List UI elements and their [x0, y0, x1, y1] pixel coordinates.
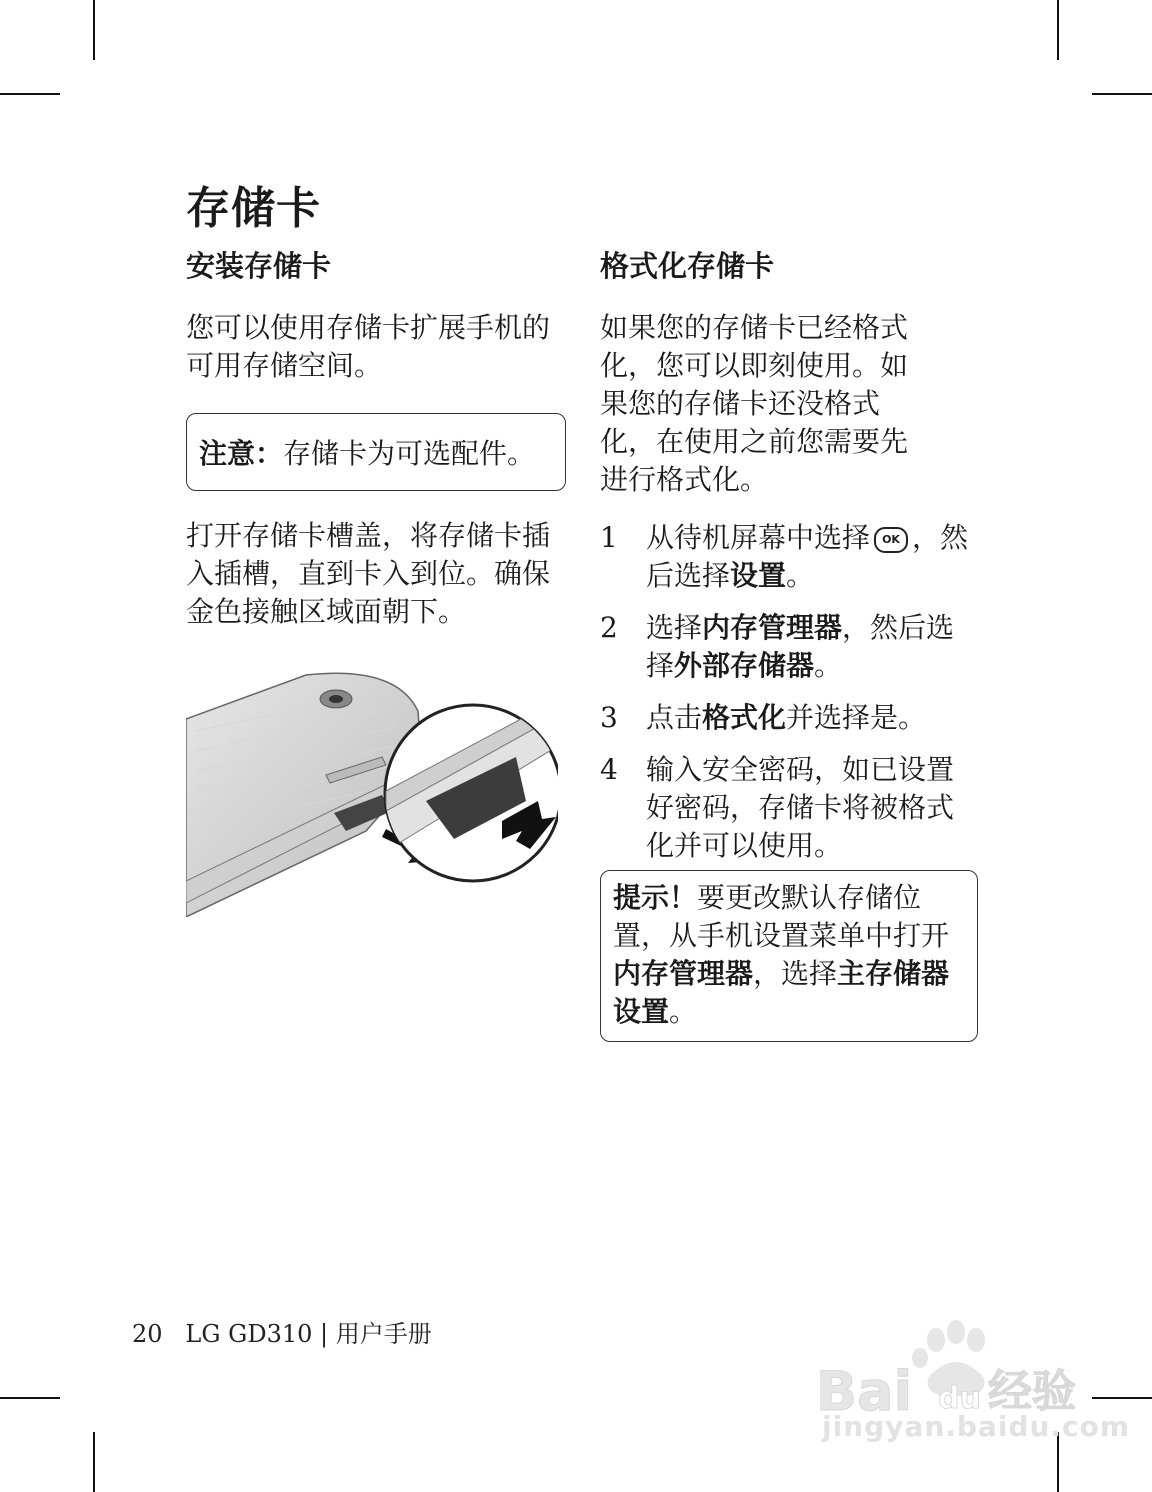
step-3 — [600, 699, 980, 737]
tip-text: 。 — [669, 995, 698, 1028]
page-title: 存储卡 — [186, 183, 321, 234]
svg-text:Bai: Bai — [816, 1360, 913, 1418]
step-text: 。 — [814, 649, 843, 682]
baidu-paw-watermark-icon — [816, 1318, 1086, 1418]
svg-text:经验: 经验 — [988, 1366, 1076, 1417]
step-number: 4 — [600, 753, 618, 786]
crop-mark — [93, 1432, 95, 1492]
menu-term: 设置 — [730, 559, 787, 592]
crop-mark — [0, 1397, 60, 1399]
crop-mark — [1057, 0, 1059, 60]
crop-mark — [93, 0, 95, 60]
step-number: 2 — [600, 611, 618, 644]
install-instructions: 打开存储卡槽盖，将存储卡插入插槽，直到卡入到位。确保金色接触区域面朝下。 — [186, 519, 551, 628]
watermark-url: jingyan.baidu.com — [822, 1410, 1131, 1443]
page-footer: 20 LG GD310 | 用户手册 — [132, 1320, 432, 1348]
step-text: 输入安全密码，如已设置好密码，存储卡将被格式化并可以使用。 — [646, 753, 955, 862]
format-section — [600, 244, 980, 879]
menu-term: 主存储器设置 — [613, 957, 950, 1028]
install-heading: 安装存储卡 — [186, 249, 332, 283]
crop-mark — [1092, 1397, 1152, 1399]
tip-text: ，选择 — [753, 957, 838, 990]
step-text: 。 — [786, 559, 815, 592]
step-4 — [600, 751, 980, 865]
format-intro: 如果您的存储卡已经格式化，您可以即刻使用。如果您的存储卡还没格式化，在使用之前您需要先进行格式化。 — [600, 311, 909, 496]
tip-text: 要更改默认存储位置，从手机设置菜单中打开 — [613, 881, 950, 952]
install-section — [186, 244, 566, 921]
format-heading: 格式化存储卡 — [600, 249, 775, 283]
step-number: 1 — [600, 521, 618, 554]
step-text: 选择 — [646, 611, 703, 644]
crop-mark — [0, 93, 60, 95]
memory-card-insertion-illustration — [186, 671, 558, 917]
note-box — [186, 413, 566, 491]
step-text: 从待机屏幕中选择 — [646, 521, 871, 554]
step-number: 3 — [600, 701, 618, 734]
note-label: 注意： — [199, 437, 284, 470]
menu-term: 内存管理器 — [702, 611, 843, 644]
ok-button-icon: OK — [874, 527, 908, 553]
tip-box — [600, 870, 978, 1042]
step-text: ，然后选择 — [646, 611, 955, 682]
menu-term: 内存管理器 — [613, 957, 754, 990]
step-text: 并选择是。 — [786, 701, 927, 734]
format-steps — [600, 519, 980, 865]
svg-text:du: du — [938, 1381, 981, 1416]
step-2 — [600, 609, 980, 685]
note-text: 存储卡为可选配件。 — [283, 437, 536, 470]
menu-term: 外部存储器 — [674, 649, 815, 682]
crop-mark — [1092, 93, 1152, 95]
install-intro: 您可以使用存储卡扩展手机的可用存储空间。 — [186, 311, 551, 382]
step-text: 点击 — [646, 701, 703, 734]
step-text: ，然后选择 — [646, 521, 969, 592]
step-1 — [600, 519, 980, 595]
tip-label: 提示！ — [613, 881, 698, 914]
menu-term: 格式化 — [702, 701, 787, 734]
